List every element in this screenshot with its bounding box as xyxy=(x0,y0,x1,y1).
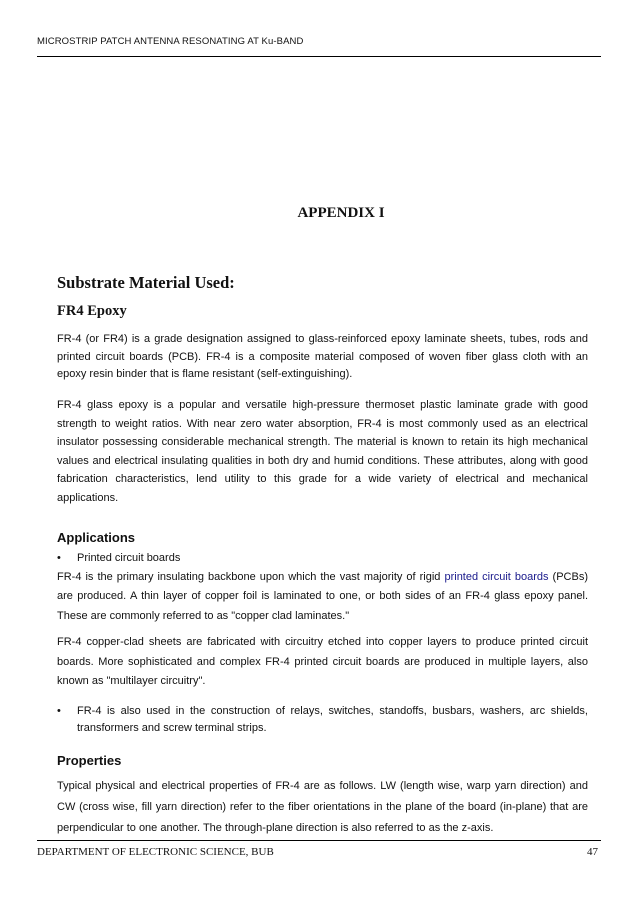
properties-heading: Properties xyxy=(57,752,122,768)
bullet-text: FR-4 is also used in the construction of relays, switches, standoffs, busbars, washers, arc shields, transformers and screw terminal strips. xyxy=(77,704,588,735)
fr4-properties-paragraph: FR-4 glass epoxy is a popular and versatile high-pressure thermoset plastic laminate grade with good strength to weight ratios. With near zero water absorption, FR-4 is most commonly used as an electrical insulator possessing considerable mechanical strength. The material is known to retain its high mechanical values and electrical insulating qualities in both dry and humid conditions. These attributes, along with good fabrication characteristics, lend utility to this grade for a wide variety of electrical and mechanical applications. xyxy=(57,399,588,504)
bullet-icon: • xyxy=(57,552,61,565)
main-content xyxy=(57,272,588,839)
page-header: MICROSTRIP PATCH ANTENNA RESONATING AT Ku-BAND xyxy=(37,36,304,47)
list-item xyxy=(57,703,588,738)
properties-paragraph: Typical physical and electrical properties of FR-4 are as follows. LW (length wise, warp yarn direction) and CW (cross wise, fill yarn direction) refer to the fiber orientations in the plane of the board (in-plane) that are perpendicular to one another. The through-plane direction is also referred to as the z-axis. xyxy=(57,779,588,834)
bullet-icon: • xyxy=(57,704,61,717)
fr4-intro-paragraph: FR-4 (or FR4) is a grade designation assigned to glass-reinforced epoxy laminate sheets, tubes, rods and printed circuit boards (PCB). FR-4 is a composite material composed of woven fiber glass cloth with an epoxy resin binder that is flame resistant (self-extinguishing). xyxy=(57,333,588,381)
section-subtitle: FR4 Epoxy xyxy=(57,303,127,319)
footer-rule xyxy=(37,840,601,841)
bullet-text: Printed circuit boards xyxy=(77,552,181,565)
page-number: 47 xyxy=(587,846,598,858)
copper-clad-paragraph: FR-4 copper-clad sheets are fabricated with circuitry etched into copper layers to produce printed circuit boards. More sophisticated and complex FR-4 printed circuit boards are produced in multiple layers, also known as "multilayer circuitry". xyxy=(57,636,588,688)
header-rule xyxy=(37,56,601,57)
appendix-title: APPENDIX I xyxy=(297,205,385,221)
section-title: Substrate Material Used: xyxy=(57,273,235,292)
list-item xyxy=(57,550,588,568)
appendix-heading xyxy=(0,204,638,222)
pcb-paragraph xyxy=(57,568,588,627)
pcb-text-pre: FR-4 is the primary insulating backbone upon which the vast majority of rigid xyxy=(57,570,445,583)
pcb-link[interactable]: printed circuit boards xyxy=(444,570,549,583)
pcb-text-post: (PCBs) are produced. A thin layer of copper foil is laminated to one, or both sides of an FR-4 glass epoxy panel. These are commonly referred to as "copper clad laminates." xyxy=(57,570,589,622)
footer-department: DEPARTMENT OF ELECTRONIC SCIENCE, BUB xyxy=(37,846,274,858)
applications-heading: Applications xyxy=(57,530,136,546)
